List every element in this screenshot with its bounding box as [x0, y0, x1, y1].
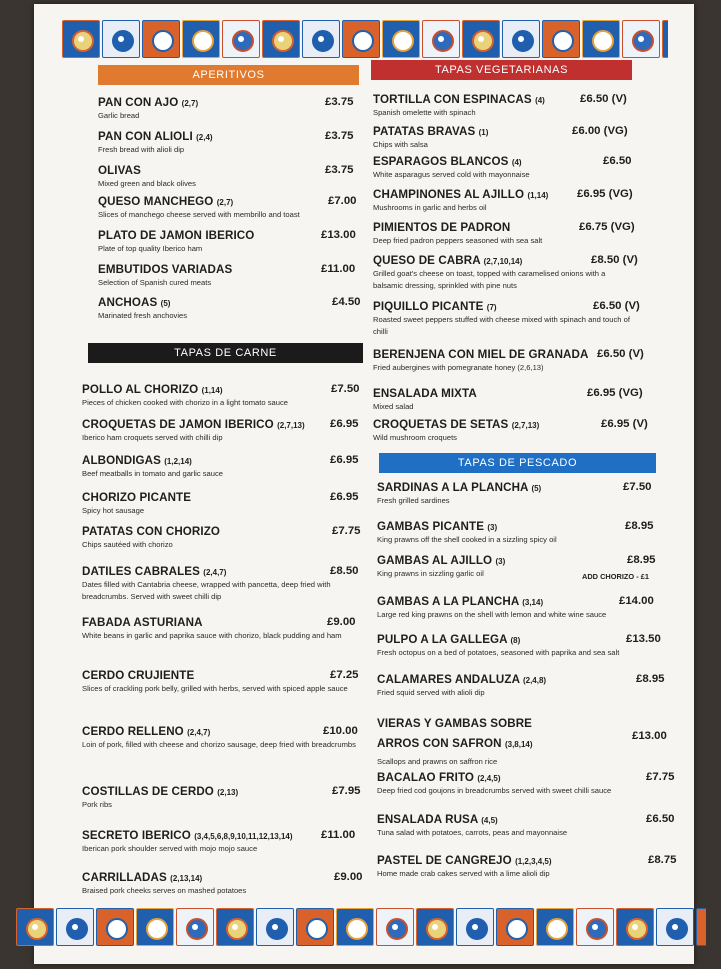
tile-ornament: [142, 20, 180, 58]
item-description: Plate of top quality Iberico ham: [98, 244, 203, 253]
item-price: £6.50 (V): [597, 348, 644, 360]
item-description: Roasted sweet peppers stuffed with cheese mixed with spinach and touch of chilli: [373, 315, 630, 336]
item-name-text: EMBUTIDOS VARIADAS: [98, 263, 233, 276]
item-name-text: CALAMARES ANDALUZA: [377, 673, 520, 686]
item-description: Garlic bread: [98, 111, 140, 120]
item-name-text: SECRETO IBERICO: [82, 829, 191, 842]
item-name: [98, 195, 348, 208]
item-price: £6.95 (VG): [587, 387, 643, 399]
item-price: £6.95: [330, 454, 359, 466]
tile-ornament: [656, 908, 694, 946]
item-name: [98, 263, 348, 276]
item-allergens: (3,8,14): [504, 740, 533, 749]
tile-ornament: [96, 908, 134, 946]
item-allergens: (2,7,13): [277, 421, 305, 430]
item-price: £11.00: [321, 263, 356, 275]
item-price: £9.00: [327, 616, 356, 628]
item-allergens: (1,14): [527, 191, 549, 200]
section-header-aperitivos: APERITIVOS: [98, 65, 359, 85]
item-description: Loin of pork, filled with cheese and chorizo sausage, deep fried with breadcrumbs: [82, 740, 356, 749]
item-name: [98, 229, 348, 242]
section-header-pescado: TAPAS DE PESCADO: [379, 453, 656, 473]
tile-ornament: [216, 908, 254, 946]
item-name-text: VIERAS Y GAMBAS SOBRE ARROS CON SAFRON: [377, 717, 532, 750]
item-allergens: (1,2,3,4,5): [515, 857, 552, 866]
item-price: £6.95 (V): [601, 418, 648, 430]
item-allergens: (7): [486, 303, 497, 312]
item-allergens: (2,13): [217, 788, 239, 797]
item-description: Mushrooms in garlic and herbs oil: [373, 203, 487, 212]
item-description: Scallops and prawns on saffron rice: [377, 757, 498, 766]
item-name-text: TORTILLA CON ESPINACAS: [373, 93, 532, 106]
tile-ornament: [102, 20, 140, 58]
item-name-text: CROQUETAS DE JAMON IBERICO: [82, 418, 274, 431]
item-name: [82, 871, 368, 884]
item-price: £13.00: [321, 229, 356, 241]
item-description: White beans in garlic and paprika sauce with chorizo, black pudding and ham: [82, 631, 342, 640]
item-description: Fresh octopus on a bed of potatoes, seasoned with paprika and sea salt: [377, 648, 620, 657]
item-price: £6.50 (V): [580, 93, 627, 105]
item-description: Tuna salad with potatoes, carrots, peas and mayonnaise: [377, 828, 568, 837]
item-allergens: (1): [478, 128, 489, 137]
menu-item: [373, 155, 635, 181]
item-name: [377, 771, 662, 784]
item-description: Marinated fresh anchovies: [98, 311, 188, 320]
tile-ornament: [16, 908, 54, 946]
menu-item: [82, 525, 368, 551]
item-allergens: (2,7,13): [511, 421, 540, 430]
item-description: Chips sautéed with chorizo: [82, 540, 173, 549]
item-price: £6.75 (VG): [579, 221, 635, 233]
tile-ornament: [342, 20, 380, 58]
item-price: £8.95: [627, 554, 656, 566]
menu-item: [82, 616, 368, 642]
item-name-text: PAN CON AJO: [98, 96, 179, 109]
item-price: £3.75: [325, 164, 354, 176]
item-name: [98, 164, 348, 177]
item-name: [82, 525, 368, 538]
item-description: Pieces of chicken cooked with chorizo in a light tomato sauce: [82, 398, 288, 407]
item-name: [377, 813, 662, 826]
menu-item: [82, 491, 368, 517]
item-allergens: (2,4): [196, 133, 213, 142]
menu-item: [98, 229, 348, 255]
tile-ornament: [62, 20, 100, 58]
item-description: Fresh bread with alioli dip: [98, 145, 185, 154]
item-name: [98, 130, 348, 143]
item-description: Beef meatballs in tomato and garlic sauce: [82, 469, 223, 478]
item-description: Home made crab cakes served with a lime alioli dip: [377, 869, 550, 878]
item-name-text: DATILES CABRALES: [82, 565, 200, 578]
item-description: White asparagus served cold with mayonnaise: [373, 170, 530, 179]
item-description: Wild mushroom croquets: [373, 433, 457, 442]
menu-item: [373, 348, 635, 374]
menu-item: [377, 813, 662, 839]
item-description: Slices of manchego cheese served with membrillo and toast: [98, 210, 300, 219]
item-name-text: BACALAO FRITO: [377, 771, 475, 784]
item-price: £8.50 (V): [591, 254, 638, 266]
item-description: Iberico ham croquets served with chilli dip: [82, 433, 223, 442]
tile-ornament: [542, 20, 580, 58]
item-description: Grilled goat's cheese on toast, topped with caramelised onions with a balsamic dressing, sprinkled with pine nuts: [373, 269, 606, 290]
tile-ornament: [536, 908, 574, 946]
item-price: £7.95: [332, 785, 361, 797]
item-name: [82, 383, 368, 396]
tile-ornament: [296, 908, 334, 946]
item-price: £3.75: [325, 96, 354, 108]
menu-item: [82, 785, 368, 811]
tile-ornament: [462, 20, 500, 58]
item-description: Slices of crackling pork belly, grilled with herbs, served with spiced apple sauce: [82, 684, 348, 693]
item-description: Iberican pork shoulder served with mojo mojo sauce: [82, 844, 258, 853]
item-name-text: CHORIZO PICANTE: [82, 491, 192, 504]
menu-item: [98, 164, 348, 190]
tile-ornament: [456, 908, 494, 946]
item-description: Selection of Spanish cured meats: [98, 278, 212, 287]
item-allergens: (4): [535, 96, 545, 105]
item-description: Fresh grilled sardines: [377, 496, 450, 505]
item-name-text: PATATAS BRAVAS: [373, 125, 476, 138]
item-name-text: PIQUILLO PICANTE: [373, 300, 484, 313]
item-price: £11.00: [321, 829, 356, 841]
item-name: [98, 296, 348, 309]
item-name-text: ALBONDIGAS: [82, 454, 161, 467]
menu-sheet: [34, 4, 694, 964]
item-allergens: (2,7,10,14): [483, 257, 523, 266]
tile-ornament: [336, 908, 374, 946]
item-description: Dates filled with Cantabria cheese, wrapped with pancetta, deep fried with breadcrumbs. Served with sweet chilli dip: [82, 580, 331, 601]
tile-ornament: [662, 20, 668, 58]
menu-item: [377, 481, 662, 507]
tile-ornament: [262, 20, 300, 58]
item-name-text: CHAMPINONES AL AJILLO: [373, 188, 525, 201]
item-price: £7.50: [331, 383, 360, 395]
item-name: [377, 714, 577, 755]
item-name: [377, 673, 662, 686]
tile-ornament: [582, 20, 620, 58]
item-allergens: (2,4,8): [522, 676, 547, 685]
tile-ornament: [256, 908, 294, 946]
item-name-text: PULPO A LA GALLEGA: [377, 633, 508, 646]
item-name-text: CERDO CRUJIENTE: [82, 669, 195, 682]
item-description: Pork ribs: [82, 800, 112, 809]
item-name: [373, 155, 635, 168]
tile-ornament: [176, 908, 214, 946]
item-allergens: (3,14): [522, 598, 544, 607]
item-price: £7.00: [328, 195, 357, 207]
item-description: Mixed salad: [373, 402, 414, 411]
item-allergens: (3,4,5,6,8,9,10,11,12,13,14): [194, 832, 293, 841]
item-name: [373, 348, 635, 361]
item-name: [82, 669, 368, 682]
menu-item: [98, 96, 348, 122]
item-name-text: ENSALADA MIXTA: [373, 387, 477, 400]
item-allergens: (2,4,5): [477, 774, 501, 783]
tile-ornament: [382, 20, 420, 58]
tile-ornament: [616, 908, 654, 946]
tile-border-bottom: [16, 908, 706, 946]
item-name: [82, 785, 368, 798]
menu-item: [377, 854, 662, 880]
item-price: £7.25: [330, 669, 359, 681]
menu-item: [82, 383, 368, 409]
item-price: £7.50: [623, 481, 652, 493]
item-name-text: FABADA ASTURIANA: [82, 616, 203, 629]
item-name-text: PASTEL DE CANGREJO: [377, 854, 512, 867]
item-name: [377, 633, 662, 646]
item-price: £7.75: [646, 771, 675, 783]
tile-border-top: [62, 20, 668, 58]
item-name-text: SARDINAS A LA PLANCHA: [377, 481, 529, 494]
item-price: £13.00: [632, 730, 667, 742]
item-name: [82, 454, 368, 467]
section-header-vegetarianas: TAPAS VEGETARIANAS: [371, 60, 632, 80]
menu-item: [82, 669, 368, 695]
tile-ornament: [496, 908, 534, 946]
item-allergens: (2,4,7): [203, 568, 227, 577]
item-description: Chips with salsa: [373, 140, 428, 149]
item-price: £4.50: [332, 296, 361, 308]
tile-ornament: [696, 908, 706, 946]
item-name: [373, 418, 635, 431]
item-allergens: (2,7): [181, 99, 199, 108]
item-price: £6.00 (VG): [572, 125, 628, 137]
item-name-text: BERENJENA CON MIEL DE GRANADA: [373, 348, 589, 361]
menu-item: [82, 871, 368, 897]
menu-item: [98, 130, 348, 156]
tile-ornament: [576, 908, 614, 946]
menu-item: [98, 296, 348, 322]
item-allergens: (5): [160, 299, 171, 308]
menu-item: [82, 565, 368, 603]
item-name-text: ANCHOAS: [98, 296, 158, 309]
item-allergens: (8): [510, 636, 521, 645]
item-name-text: OLIVAS: [98, 164, 141, 177]
item-price: £6.95: [330, 418, 359, 430]
item-description: Braised pork cheeks serves on mashed potatoes: [82, 886, 247, 895]
item-description: King prawns in sizzling garlic oil: [377, 569, 484, 578]
item-price: £10.00: [323, 725, 358, 737]
item-name: [98, 96, 348, 109]
menu-item: [82, 418, 368, 444]
item-name-text: CARRILLADAS: [82, 871, 167, 884]
tile-ornament: [422, 20, 460, 58]
item-description: Spicy hot sausage: [82, 506, 145, 515]
tile-ornament: [376, 908, 414, 946]
item-name: [82, 418, 368, 431]
menu-item: [98, 195, 348, 221]
item-price: £8.75: [648, 854, 677, 866]
item-allergens: (3): [495, 557, 506, 566]
item-price: £6.95 (VG): [577, 188, 633, 200]
item-name-text: PATATAS CON CHORIZO: [82, 525, 221, 538]
item-price: £8.50: [330, 565, 359, 577]
item-name-text: PIMIENTOS DE PADRON: [373, 221, 511, 234]
item-description: Deep fried padron peppers seasoned with sea salt: [373, 236, 543, 245]
item-allergens: (4,5): [481, 816, 498, 825]
item-description: Fried squid served with alioli dip: [377, 688, 485, 697]
item-name-text: PAN CON ALIOLI: [98, 130, 193, 143]
item-note: ADD CHORIZO - £1: [582, 572, 649, 581]
item-price: £7.75: [332, 525, 361, 537]
menu-item: [377, 520, 662, 546]
item-name-text: GAMBAS AL AJILLO: [377, 554, 493, 567]
menu-item: [377, 771, 662, 797]
item-name-text: PLATO DE JAMON IBERICO: [98, 229, 255, 242]
item-allergens: (1,2,14): [164, 457, 192, 466]
item-allergens: (4): [511, 158, 522, 167]
item-name-text: ENSALADA RUSA: [377, 813, 478, 826]
item-description: Mixed green and black olives: [98, 179, 196, 188]
item-name-text: CROQUETAS DE SETAS: [373, 418, 509, 431]
item-price: £6.50 (V): [593, 300, 640, 312]
item-name-text: POLLO AL CHORIZO: [82, 383, 199, 396]
section-header-carne: TAPAS DE CARNE: [88, 343, 363, 363]
item-allergens: (2,7): [216, 198, 234, 207]
item-allergens: (1,14): [201, 386, 223, 395]
item-description: Fried aubergines with pomegranate honey (2,6,13): [373, 363, 544, 372]
tile-ornament: [222, 20, 260, 58]
item-name: [82, 491, 368, 504]
menu-item: [377, 673, 662, 699]
item-price: £9.00: [334, 871, 363, 883]
item-price: £13.50: [626, 633, 661, 645]
item-allergens: (2,4,7): [187, 728, 211, 737]
tile-ornament: [302, 20, 340, 58]
menu-item: [98, 263, 348, 289]
item-name-text: CERDO RELLENO: [82, 725, 184, 738]
item-price: £6.95: [330, 491, 359, 503]
item-name-text: QUESO DE CABRA: [373, 254, 481, 267]
menu-item: [377, 714, 662, 768]
item-description: King prawns off the shell cooked in a sizzling spicy oil: [377, 535, 557, 544]
item-description: Spanish omelette with spinach: [373, 108, 476, 117]
item-price: £3.75: [325, 130, 354, 142]
tile-ornament: [416, 908, 454, 946]
tile-ornament: [56, 908, 94, 946]
item-name-text: ESPARAGOS BLANCOS: [373, 155, 509, 168]
item-name: [377, 481, 662, 494]
item-price: £6.50: [646, 813, 675, 825]
item-price: £8.95: [625, 520, 654, 532]
tile-ornament: [182, 20, 220, 58]
item-name: [377, 554, 662, 567]
tile-ornament: [622, 20, 660, 58]
menu-item: [377, 633, 662, 659]
item-name-text: QUESO MANCHEGO: [98, 195, 214, 208]
item-allergens: (2,13,14): [170, 874, 203, 883]
item-description: Deep fried cod goujons in breadcrumbs served with sweet chilli sauce: [377, 786, 612, 795]
item-name: [377, 854, 662, 867]
item-description: Large red king prawns on the shell with lemon and white wine sauce: [377, 610, 607, 619]
item-name-text: GAMBAS PICANTE: [377, 520, 485, 533]
item-name-text: COSTILLAS DE CERDO: [82, 785, 214, 798]
item-name: [377, 520, 662, 533]
item-name: [82, 616, 368, 629]
item-name-text: GAMBAS A LA PLANCHA: [377, 595, 519, 608]
item-allergens: (3): [487, 523, 498, 532]
item-price: £6.50: [603, 155, 632, 167]
menu-item: [82, 454, 368, 480]
item-name: [82, 565, 368, 578]
menu-item: [373, 418, 635, 444]
item-price: £14.00: [619, 595, 654, 607]
item-allergens: (5): [531, 484, 542, 493]
item-price: £8.95: [636, 673, 665, 685]
tile-ornament: [136, 908, 174, 946]
tile-ornament: [502, 20, 540, 58]
